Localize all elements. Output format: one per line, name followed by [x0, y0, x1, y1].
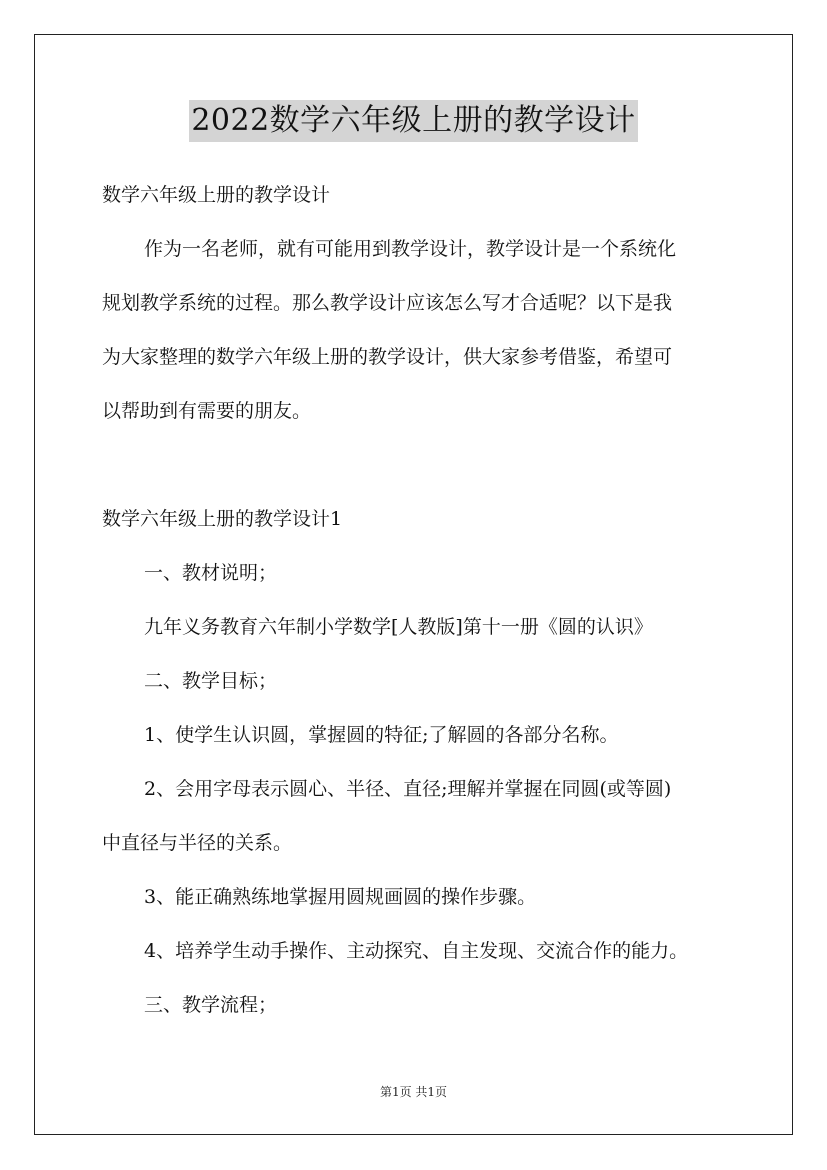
subsection-heading: 一、教材说明； [144, 562, 278, 584]
intro-heading: 数学六年级上册的教学设计 [102, 184, 331, 206]
list-item: 1、使学生认识圆，掌握圆的特征;了解圆的各部分名称。 [144, 724, 619, 746]
blank-line [102, 438, 742, 492]
subsection-heading: 二、教学目标； [144, 670, 278, 692]
list-item: 2、会用字母表示圆心、半径、直径;理解并掌握在同圆(或等圆) [144, 778, 672, 800]
document-body [102, 168, 742, 1032]
list-item-continuation: 中直径与半径的关系。 [102, 832, 293, 854]
document-title: 2022数学六年级上册的教学设计 [189, 100, 637, 142]
paragraph-line: 九年义务教育六年制小学数学[人教版]第十一册《圆的认识》 [144, 616, 653, 638]
title-container [0, 100, 827, 142]
paragraph-line: 以帮助到有需要的朋友。 [102, 400, 312, 422]
paragraph-line: 为大家整理的数学六年级上册的教学设计，供大家参考借鉴，希望可 [102, 346, 673, 368]
subsection-heading: 三、教学流程； [144, 994, 278, 1016]
paragraph-line: 规划教学系统的过程。那么教学设计应该怎么写才合适呢？以下是我 [102, 292, 673, 314]
list-item: 3、能正确熟练地掌握用圆规画圆的操作步骤。 [144, 886, 537, 908]
paragraph-line: 作为一名老师，就有可能用到教学设计，教学设计是一个系统化 [144, 238, 677, 260]
page-footer: 第1页 共1页 [379, 1085, 448, 1099]
list-item: 4、培养学生动手操作、主动探究、自主发现、交流合作的能力。 [144, 940, 689, 962]
section-heading: 数学六年级上册的教学设计1 [102, 508, 343, 530]
